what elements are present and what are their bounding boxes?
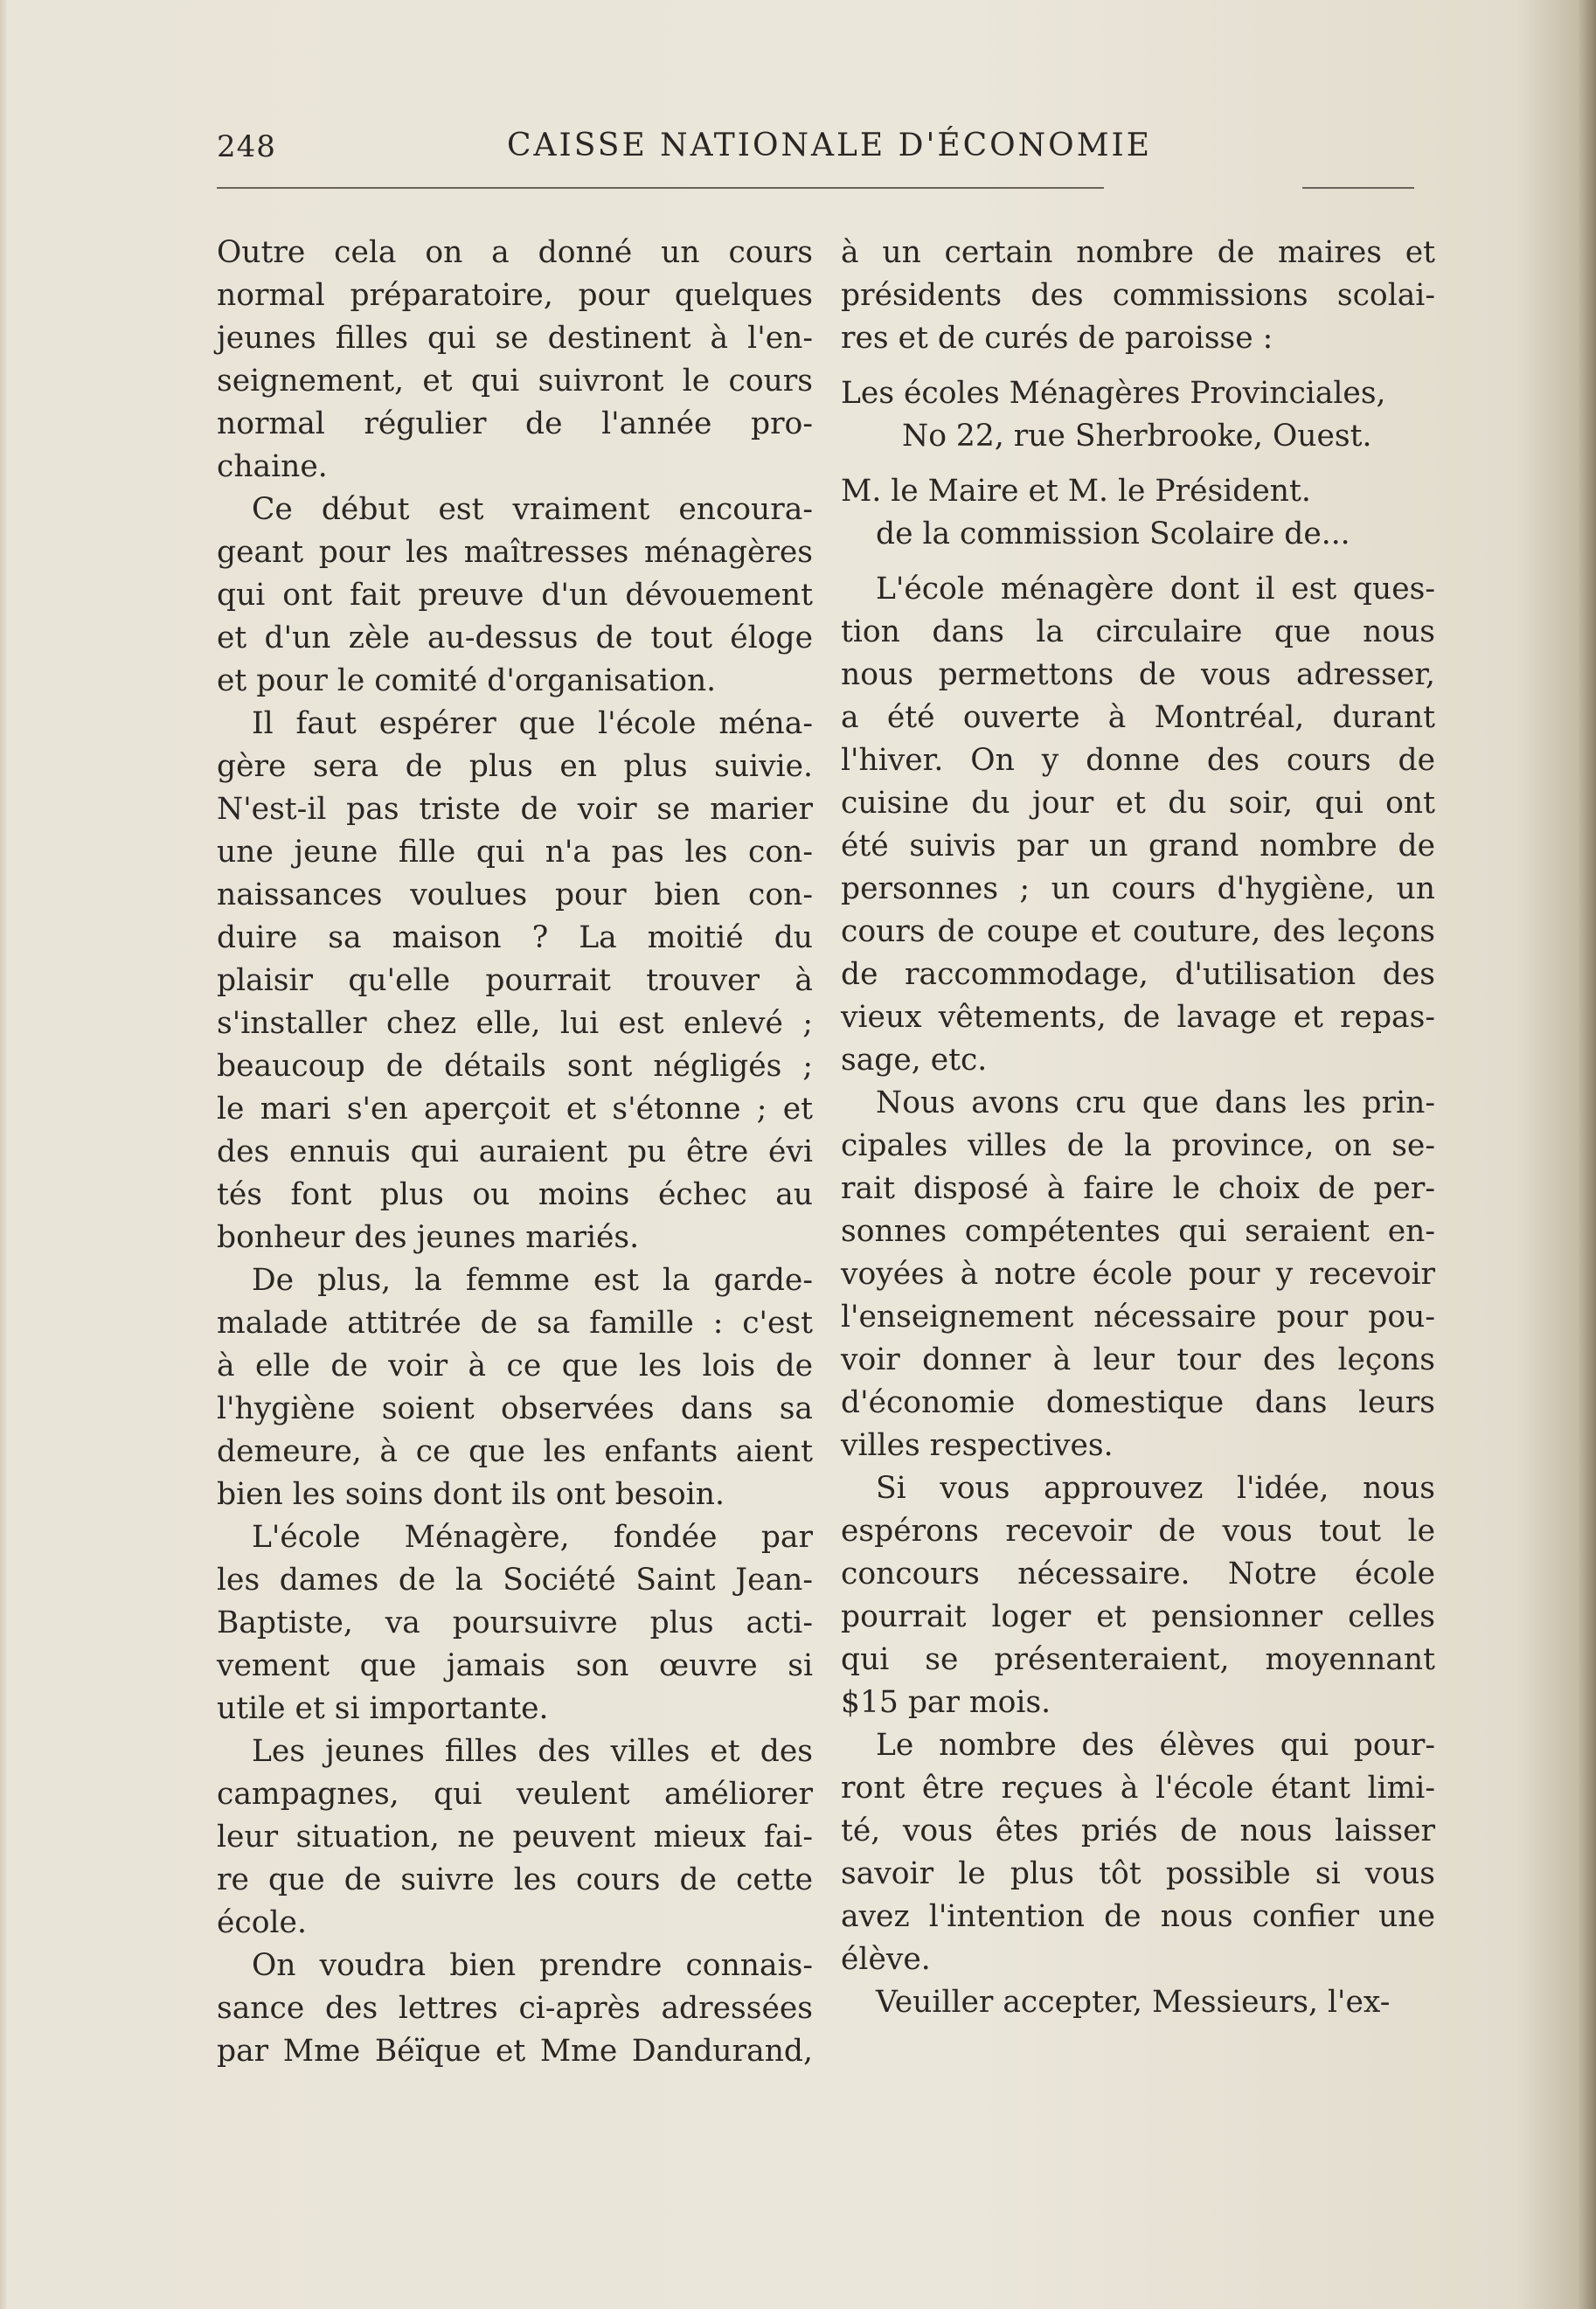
text-line: nous permettons de vous adresser, — [841, 657, 1435, 692]
text-line: pourrait loger et pensionner celles — [841, 1599, 1435, 1634]
page-right-edge — [1577, 0, 1596, 2309]
header-rule-right — [1302, 187, 1414, 189]
text-line: l'hygiène soient observées dans sa — [217, 1391, 813, 1426]
text-line: ront être reçues à l'école étant limi- — [841, 1771, 1435, 1806]
text-line: villes respectives. — [841, 1428, 1114, 1463]
text-line: Il faut espérer que l'école ména- — [252, 706, 813, 741]
text-line: concours nécessaire. Notre école — [841, 1557, 1435, 1591]
text-line: tion dans la circulaire que nous — [841, 614, 1435, 649]
text-line: sage, etc. — [841, 1043, 988, 1078]
text-line: $15 par mois. — [841, 1685, 1051, 1720]
text-line: re que de suivre les cours de cette — [217, 1862, 813, 1897]
text-line: res et de curés de paroisse : — [841, 321, 1273, 356]
letter-salutation: de la commission Scolaire de... — [876, 517, 1350, 551]
text-line: On voudra bien prendre connais- — [252, 1948, 813, 1983]
text-line: L'école Ménagère, fondée par — [252, 1520, 813, 1555]
text-line: sonnes compétentes qui seraient en- — [841, 1214, 1435, 1249]
left-column — [217, 232, 813, 2073]
text-line: vement que jamais son œuvre si — [217, 1648, 813, 1683]
text-line: té, vous êtes priés de nous laisser — [841, 1813, 1435, 1848]
header-rule — [217, 187, 1104, 189]
text-line: L'école ménagère dont il est ques- — [876, 572, 1435, 607]
text-line: et d'un zèle au-dessus de tout éloge — [217, 621, 813, 655]
text-line: par Mme Béïque et Mme Dandurand, — [217, 2034, 813, 2069]
text-line: chaine. — [217, 449, 328, 484]
text-line: N'est-il pas triste de voir se marier — [217, 792, 813, 827]
text-line: élève. — [841, 1942, 931, 1977]
text-line: beaucoup de détails sont négligés ; — [217, 1049, 813, 1084]
text-line: Si vous approuvez l'idée, nous — [876, 1471, 1435, 1506]
text-line: qui ont fait preuve d'un dévouement — [217, 578, 813, 613]
text-line: d'économie domestique dans leurs — [841, 1385, 1435, 1420]
text-line: Le nombre des élèves qui pour- — [876, 1728, 1435, 1763]
text-line: normal préparatoire, pour quelques — [217, 278, 813, 313]
text-line: Les jeunes filles des villes et des — [252, 1734, 813, 1769]
right-column — [841, 232, 1435, 2024]
text-line: bonheur des jeunes mariés. — [217, 1220, 640, 1255]
text-line: savoir le plus tôt possible si vous — [841, 1856, 1435, 1891]
text-line: Veuiller accepter, Messieurs, l'ex- — [876, 1985, 1391, 2020]
text-line: l'hiver. On y donne des cours de — [841, 743, 1435, 778]
text-line: vieux vêtements, de lavage et repas- — [841, 1000, 1435, 1035]
text-line: les dames de la Société Saint Jean- — [217, 1563, 813, 1598]
page-left-edge — [0, 0, 7, 2309]
text-line: tés font plus ou moins échec au — [217, 1177, 813, 1212]
text-line: le mari s'en aperçoit et s'étonne ; et — [217, 1092, 813, 1127]
text-line: jeunes filles qui se destinent à l'en- — [217, 321, 813, 356]
text-line: voyées à notre école pour y recevoir — [841, 1257, 1435, 1292]
page-number: 248 — [217, 129, 276, 164]
running-title: CAISSE NATIONALE D'ÉCONOMIE — [507, 128, 1153, 163]
text-line: l'enseignement nécessaire pour pou- — [841, 1300, 1435, 1335]
text-line: utile et si importante. — [217, 1691, 549, 1726]
text-line: présidents des commissions scolai- — [841, 278, 1435, 313]
text-line: malade attitrée de sa famille : c'est — [217, 1306, 813, 1341]
text-line: leur situation, ne peuvent mieux fai- — [217, 1820, 813, 1855]
page-header — [210, 122, 1425, 166]
text-line: cipales villes de la province, on se- — [841, 1128, 1435, 1163]
letter-address-line: Les écoles Ménagères Provinciales, — [841, 376, 1386, 411]
text-line: s'installer chez elle, lui est enlevé ; — [217, 1006, 813, 1041]
text-line: Baptiste, va poursuivre plus acti- — [217, 1605, 813, 1640]
text-line: duire sa maison ? La moitié du — [217, 920, 813, 955]
text-line: qui se présenteraient, moyennant — [841, 1642, 1435, 1677]
text-line: plaisir qu'elle pourrait trouver à — [217, 963, 813, 998]
text-line: seignement, et qui suivront le cours — [217, 364, 813, 399]
text-line: bien les soins dont ils ont besoin. — [217, 1477, 725, 1512]
text-line: Outre cela on a donné un cours — [217, 235, 813, 270]
text-line: geant pour les maîtresses ménagères — [217, 535, 813, 570]
text-line: Nous avons cru que dans les prin- — [876, 1085, 1435, 1120]
text-line: Ce début est vraiment encoura- — [252, 492, 813, 527]
text-line: de raccommodage, d'utilisation des — [841, 957, 1435, 992]
text-line: normal régulier de l'année pro- — [217, 406, 813, 441]
text-line: gère sera de plus en plus suivie. — [217, 749, 813, 784]
text-line: été suivis par un grand nombre de — [841, 829, 1435, 863]
text-line: à elle de voir à ce que les lois de — [217, 1349, 813, 1383]
text-line: espérons recevoir de vous tout le — [841, 1514, 1435, 1549]
text-line: De plus, la femme est la garde- — [252, 1263, 813, 1298]
text-line: et pour le comité d'organisation. — [217, 663, 717, 698]
text-line: rait disposé à faire le choix de per- — [841, 1171, 1435, 1206]
text-line: avez l'intention de nous confier une — [841, 1899, 1435, 1934]
text-line: naissances voulues pour bien con- — [217, 877, 813, 912]
text-line: campagnes, qui veulent améliorer — [217, 1777, 813, 1812]
text-line: cours de coupe et couture, des leçons — [841, 914, 1435, 949]
text-line: personnes ; un cours d'hygiène, un — [841, 871, 1435, 906]
text-line: à un certain nombre de maires et — [841, 235, 1435, 270]
letter-address-line: No 22, rue Sherbrooke, Ouest. — [902, 419, 1372, 454]
text-line: cuisine du jour et du soir, qui ont — [841, 786, 1435, 821]
text-line: une jeune fille qui n'a pas les con- — [217, 835, 813, 870]
letter-salutation: M. le Maire et M. le Président. — [841, 474, 1311, 509]
text-line: a été ouverte à Montréal, durant — [841, 700, 1435, 735]
text-line: école. — [217, 1905, 307, 1940]
text-line: demeure, à ce que les enfants aient — [217, 1434, 813, 1469]
text-line: des ennuis qui auraient pu être évi — [217, 1134, 813, 1169]
text-line: voir donner à leur tour des leçons — [841, 1342, 1435, 1377]
text-line: sance des lettres ci-après adressées — [217, 1991, 813, 2026]
